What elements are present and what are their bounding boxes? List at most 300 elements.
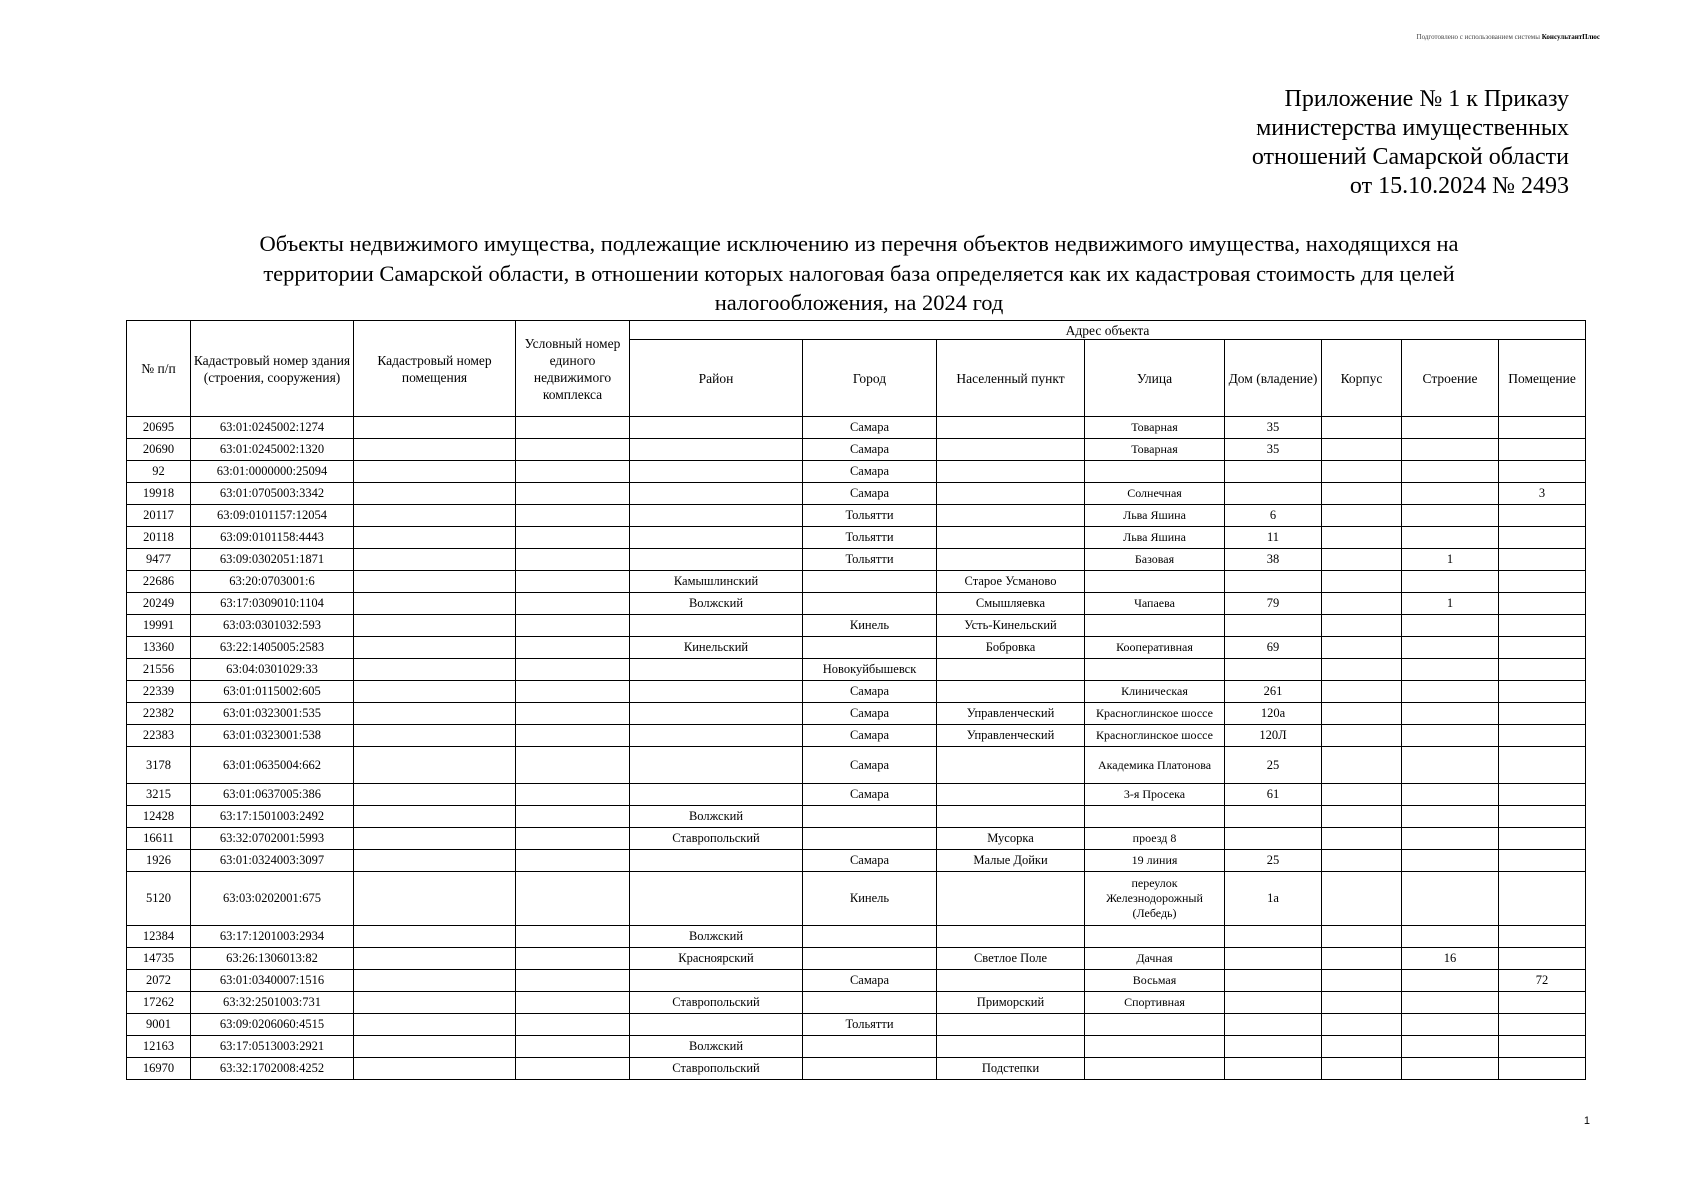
cell-settlement bbox=[937, 659, 1085, 681]
cell-city: Самара bbox=[803, 483, 937, 505]
cell-complex bbox=[516, 725, 630, 747]
cell-city: Самара bbox=[803, 725, 937, 747]
cell-building: 63:03:0202001:675 bbox=[191, 872, 354, 926]
cell-num: 22383 bbox=[127, 725, 191, 747]
table-row bbox=[127, 659, 1586, 681]
cell-house: 120Л bbox=[1225, 725, 1322, 747]
cell-complex bbox=[516, 615, 630, 637]
cell-structure: 16 bbox=[1402, 948, 1499, 970]
cell-korpus bbox=[1322, 615, 1402, 637]
cell-room bbox=[1499, 703, 1586, 725]
table-row bbox=[127, 527, 1586, 549]
cell-street bbox=[1085, 1036, 1225, 1058]
cell-complex bbox=[516, 1058, 630, 1080]
cell-premises bbox=[354, 872, 516, 926]
table-row bbox=[127, 747, 1586, 784]
table-row bbox=[127, 593, 1586, 615]
header-complex-number: Условный номер единого недвижимого комплекса bbox=[516, 321, 630, 417]
cell-street bbox=[1085, 926, 1225, 948]
cell-building: 63:01:0323001:538 bbox=[191, 725, 354, 747]
cell-structure bbox=[1402, 806, 1499, 828]
cell-complex bbox=[516, 828, 630, 850]
cell-korpus bbox=[1322, 703, 1402, 725]
cell-room bbox=[1499, 992, 1586, 1014]
cell-settlement: Смышляевка bbox=[937, 593, 1085, 615]
cell-street bbox=[1085, 571, 1225, 593]
cell-complex bbox=[516, 461, 630, 483]
cell-settlement bbox=[937, 483, 1085, 505]
cell-structure bbox=[1402, 850, 1499, 872]
cell-building: 63:17:1501003:2492 bbox=[191, 806, 354, 828]
cell-premises bbox=[354, 615, 516, 637]
table-row bbox=[127, 725, 1586, 747]
cell-complex bbox=[516, 527, 630, 549]
cell-korpus bbox=[1322, 828, 1402, 850]
cell-building: 63:01:0637005:386 bbox=[191, 784, 354, 806]
cell-district bbox=[630, 703, 803, 725]
cell-structure: 1 bbox=[1402, 593, 1499, 615]
cell-complex bbox=[516, 549, 630, 571]
cell-structure bbox=[1402, 725, 1499, 747]
cell-house bbox=[1225, 659, 1322, 681]
cell-house bbox=[1225, 461, 1322, 483]
cell-building: 63:01:0340007:1516 bbox=[191, 970, 354, 992]
cell-settlement bbox=[937, 872, 1085, 926]
cell-house: 79 bbox=[1225, 593, 1322, 615]
cell-district: Волжский bbox=[630, 926, 803, 948]
cell-premises bbox=[354, 784, 516, 806]
table-row bbox=[127, 1014, 1586, 1036]
cell-city bbox=[803, 828, 937, 850]
cell-num: 3178 bbox=[127, 747, 191, 784]
cell-num: 19918 bbox=[127, 483, 191, 505]
cell-korpus bbox=[1322, 527, 1402, 549]
cell-room bbox=[1499, 593, 1586, 615]
header-num: № п/п bbox=[127, 321, 191, 417]
cell-room bbox=[1499, 571, 1586, 593]
cell-korpus bbox=[1322, 681, 1402, 703]
cell-city: Тольятти bbox=[803, 527, 937, 549]
cell-house bbox=[1225, 948, 1322, 970]
cell-district bbox=[630, 461, 803, 483]
cell-structure bbox=[1402, 483, 1499, 505]
cell-num: 12163 bbox=[127, 1036, 191, 1058]
cell-premises bbox=[354, 703, 516, 725]
cell-complex bbox=[516, 784, 630, 806]
cell-room bbox=[1499, 681, 1586, 703]
cell-street bbox=[1085, 461, 1225, 483]
cell-complex bbox=[516, 926, 630, 948]
cell-street bbox=[1085, 659, 1225, 681]
cell-building: 63:17:0513003:2921 bbox=[191, 1036, 354, 1058]
cell-settlement: Управленческий bbox=[937, 725, 1085, 747]
cell-structure bbox=[1402, 1014, 1499, 1036]
cell-premises bbox=[354, 747, 516, 784]
cell-num: 16611 bbox=[127, 828, 191, 850]
cell-settlement bbox=[937, 806, 1085, 828]
cell-room bbox=[1499, 1058, 1586, 1080]
cell-house bbox=[1225, 615, 1322, 637]
cell-city bbox=[803, 1036, 937, 1058]
cell-settlement bbox=[937, 505, 1085, 527]
cell-complex bbox=[516, 659, 630, 681]
cell-room bbox=[1499, 549, 1586, 571]
cell-district bbox=[630, 659, 803, 681]
cell-korpus bbox=[1322, 571, 1402, 593]
cell-complex bbox=[516, 637, 630, 659]
cell-building: 63:26:1306013:82 bbox=[191, 948, 354, 970]
cell-korpus bbox=[1322, 505, 1402, 527]
cell-settlement: Бобровка bbox=[937, 637, 1085, 659]
cell-korpus bbox=[1322, 659, 1402, 681]
cell-premises bbox=[354, 828, 516, 850]
cell-complex bbox=[516, 681, 630, 703]
cell-room bbox=[1499, 784, 1586, 806]
cell-city: Самара bbox=[803, 747, 937, 784]
cell-building: 63:01:0635004:662 bbox=[191, 747, 354, 784]
header-house: Дом (владение) bbox=[1225, 340, 1322, 417]
cell-premises bbox=[354, 970, 516, 992]
cell-building: 63:20:0703001:6 bbox=[191, 571, 354, 593]
cell-room bbox=[1499, 659, 1586, 681]
cell-district bbox=[630, 615, 803, 637]
appendix-header bbox=[1252, 85, 1569, 201]
cell-structure bbox=[1402, 637, 1499, 659]
cell-premises bbox=[354, 1014, 516, 1036]
watermark-brand: КонсультантПлюс bbox=[1541, 33, 1600, 41]
cell-street: Базовая bbox=[1085, 549, 1225, 571]
cell-street: Клиническая bbox=[1085, 681, 1225, 703]
cell-house bbox=[1225, 571, 1322, 593]
cell-street: Восьмая bbox=[1085, 970, 1225, 992]
table-row bbox=[127, 992, 1586, 1014]
cell-num: 5120 bbox=[127, 872, 191, 926]
cell-structure bbox=[1402, 615, 1499, 637]
title-line-3: налогообложения, на 2024 год bbox=[714, 290, 1004, 315]
cell-district bbox=[630, 505, 803, 527]
cell-premises bbox=[354, 659, 516, 681]
cell-complex bbox=[516, 992, 630, 1014]
cell-structure bbox=[1402, 681, 1499, 703]
cell-korpus bbox=[1322, 806, 1402, 828]
cell-building: 63:09:0101158:4443 bbox=[191, 527, 354, 549]
cell-settlement bbox=[937, 926, 1085, 948]
table-row bbox=[127, 806, 1586, 828]
cell-structure bbox=[1402, 439, 1499, 461]
cell-settlement: Подстепки bbox=[937, 1058, 1085, 1080]
cell-house bbox=[1225, 992, 1322, 1014]
cell-settlement bbox=[937, 970, 1085, 992]
cell-house bbox=[1225, 828, 1322, 850]
cell-premises bbox=[354, 461, 516, 483]
appendix-line-4: от 15.10.2024 № 2493 bbox=[1349, 173, 1569, 199]
table-row bbox=[127, 439, 1586, 461]
cell-building: 63:22:1405005:2583 bbox=[191, 637, 354, 659]
cell-district bbox=[630, 681, 803, 703]
cell-premises bbox=[354, 992, 516, 1014]
cell-building: 63:09:0101157:12054 bbox=[191, 505, 354, 527]
cell-city: Самара bbox=[803, 850, 937, 872]
cell-num: 12384 bbox=[127, 926, 191, 948]
cell-street: проезд 8 bbox=[1085, 828, 1225, 850]
cell-premises bbox=[354, 571, 516, 593]
cell-complex bbox=[516, 593, 630, 615]
table-row bbox=[127, 615, 1586, 637]
cell-korpus bbox=[1322, 850, 1402, 872]
header-korpus: Корпус bbox=[1322, 340, 1402, 417]
cell-complex bbox=[516, 417, 630, 439]
cell-street: 3-я Просека bbox=[1085, 784, 1225, 806]
cell-house: 25 bbox=[1225, 747, 1322, 784]
cell-structure: 1 bbox=[1402, 549, 1499, 571]
cell-structure bbox=[1402, 1058, 1499, 1080]
cell-num: 19991 bbox=[127, 615, 191, 637]
cell-city: Самара bbox=[803, 784, 937, 806]
cell-house bbox=[1225, 483, 1322, 505]
table-row bbox=[127, 850, 1586, 872]
cell-num: 12428 bbox=[127, 806, 191, 828]
table-row bbox=[127, 703, 1586, 725]
cell-house: 61 bbox=[1225, 784, 1322, 806]
cell-district: Ставропольский bbox=[630, 828, 803, 850]
cell-street: Льва Яшина bbox=[1085, 505, 1225, 527]
cell-num: 20249 bbox=[127, 593, 191, 615]
cell-district: Камышлинский bbox=[630, 571, 803, 593]
cell-district bbox=[630, 747, 803, 784]
cell-complex bbox=[516, 850, 630, 872]
cell-building: 63:01:0324003:3097 bbox=[191, 850, 354, 872]
cell-city: Кинель bbox=[803, 615, 937, 637]
cell-num: 16970 bbox=[127, 1058, 191, 1080]
cell-district: Волжский bbox=[630, 806, 803, 828]
cell-num: 22382 bbox=[127, 703, 191, 725]
cell-street: Солнечная bbox=[1085, 483, 1225, 505]
cell-structure bbox=[1402, 417, 1499, 439]
header-district: Район bbox=[630, 340, 803, 417]
cell-house: 1а bbox=[1225, 872, 1322, 926]
cell-structure bbox=[1402, 992, 1499, 1014]
header-premises-cadastral: Кадастровый номер помещения bbox=[354, 321, 516, 417]
consultant-watermark bbox=[1417, 33, 1600, 41]
cell-house bbox=[1225, 1014, 1322, 1036]
header-building-cadastral: Кадастровый номер здания (строения, сооружения) bbox=[191, 321, 354, 417]
watermark-prefix: Подготовлено с использованием системы bbox=[1416, 33, 1540, 41]
cell-room: 72 bbox=[1499, 970, 1586, 992]
cell-korpus bbox=[1322, 1014, 1402, 1036]
cell-structure bbox=[1402, 828, 1499, 850]
title-line-2: территории Самарской области, в отношении которых налоговая база определяется как их кадастровая стоимость для целей bbox=[263, 260, 1455, 286]
cell-premises bbox=[354, 417, 516, 439]
cell-room bbox=[1499, 725, 1586, 747]
cell-num: 20695 bbox=[127, 417, 191, 439]
cell-structure bbox=[1402, 659, 1499, 681]
cell-korpus bbox=[1322, 970, 1402, 992]
cell-num: 21556 bbox=[127, 659, 191, 681]
cell-district: Волжский bbox=[630, 1036, 803, 1058]
cell-building: 63:01:0245002:1274 bbox=[191, 417, 354, 439]
cell-city: Кинель bbox=[803, 872, 937, 926]
table-row bbox=[127, 483, 1586, 505]
cell-room: 3 bbox=[1499, 483, 1586, 505]
cell-structure bbox=[1402, 1036, 1499, 1058]
title-line-1: Объекты недвижимого имущества, подлежащие исключению из перечня объектов недвижимого имущества, находящихся на bbox=[259, 231, 1459, 256]
cell-num: 2072 bbox=[127, 970, 191, 992]
cell-building: 63:01:0323001:535 bbox=[191, 703, 354, 725]
appendix-line-2: министерства имущественных bbox=[1256, 115, 1569, 141]
cell-room bbox=[1499, 1036, 1586, 1058]
cell-settlement bbox=[937, 747, 1085, 784]
cell-street: Товарная bbox=[1085, 417, 1225, 439]
cell-house: 35 bbox=[1225, 417, 1322, 439]
cell-premises bbox=[354, 948, 516, 970]
cell-city: Новокуйбышевск bbox=[803, 659, 937, 681]
cell-premises bbox=[354, 637, 516, 659]
cell-building: 63:01:0115002:605 bbox=[191, 681, 354, 703]
cell-room bbox=[1499, 747, 1586, 784]
cell-korpus bbox=[1322, 926, 1402, 948]
cell-structure bbox=[1402, 926, 1499, 948]
cell-room bbox=[1499, 527, 1586, 549]
table-row bbox=[127, 549, 1586, 571]
cell-room bbox=[1499, 505, 1586, 527]
table-row bbox=[127, 571, 1586, 593]
cell-street: Чапаева bbox=[1085, 593, 1225, 615]
cell-building: 63:09:0302051:1871 bbox=[191, 549, 354, 571]
cell-korpus bbox=[1322, 992, 1402, 1014]
cell-settlement: Мусорка bbox=[937, 828, 1085, 850]
cell-settlement: Малые Дойки bbox=[937, 850, 1085, 872]
cell-street bbox=[1085, 1014, 1225, 1036]
cell-premises bbox=[354, 725, 516, 747]
table-row bbox=[127, 505, 1586, 527]
cell-room bbox=[1499, 417, 1586, 439]
cell-korpus bbox=[1322, 872, 1402, 926]
cell-num: 1926 bbox=[127, 850, 191, 872]
cell-settlement bbox=[937, 1036, 1085, 1058]
cell-house bbox=[1225, 806, 1322, 828]
cell-settlement bbox=[937, 439, 1085, 461]
cell-city bbox=[803, 637, 937, 659]
cell-house bbox=[1225, 970, 1322, 992]
cell-house: 6 bbox=[1225, 505, 1322, 527]
cell-korpus bbox=[1322, 1036, 1402, 1058]
cell-settlement bbox=[937, 784, 1085, 806]
cell-korpus bbox=[1322, 725, 1402, 747]
cell-house: 11 bbox=[1225, 527, 1322, 549]
cell-district bbox=[630, 725, 803, 747]
cell-complex bbox=[516, 747, 630, 784]
cell-city bbox=[803, 926, 937, 948]
cell-structure bbox=[1402, 571, 1499, 593]
cell-structure bbox=[1402, 505, 1499, 527]
cell-premises bbox=[354, 850, 516, 872]
table-row bbox=[127, 970, 1586, 992]
cell-num: 92 bbox=[127, 461, 191, 483]
cell-street: Академика Платонова bbox=[1085, 747, 1225, 784]
cell-korpus bbox=[1322, 593, 1402, 615]
cell-complex bbox=[516, 703, 630, 725]
cell-city: Тольятти bbox=[803, 1014, 937, 1036]
property-table bbox=[126, 320, 1586, 1080]
cell-premises bbox=[354, 926, 516, 948]
cell-street: Льва Яшина bbox=[1085, 527, 1225, 549]
cell-korpus bbox=[1322, 637, 1402, 659]
cell-korpus bbox=[1322, 483, 1402, 505]
cell-structure bbox=[1402, 970, 1499, 992]
cell-settlement bbox=[937, 527, 1085, 549]
cell-structure bbox=[1402, 872, 1499, 926]
cell-num: 17262 bbox=[127, 992, 191, 1014]
table-row bbox=[127, 784, 1586, 806]
cell-room bbox=[1499, 439, 1586, 461]
cell-district bbox=[630, 970, 803, 992]
table-row bbox=[127, 828, 1586, 850]
cell-city bbox=[803, 806, 937, 828]
cell-street: 19 линия bbox=[1085, 850, 1225, 872]
cell-city bbox=[803, 1058, 937, 1080]
cell-city: Самара bbox=[803, 681, 937, 703]
cell-house bbox=[1225, 1058, 1322, 1080]
cell-room bbox=[1499, 615, 1586, 637]
cell-city bbox=[803, 992, 937, 1014]
appendix-line-1: Приложение № 1 к Приказу bbox=[1284, 86, 1569, 112]
cell-house: 69 bbox=[1225, 637, 1322, 659]
header-structure: Строение bbox=[1402, 340, 1499, 417]
cell-premises bbox=[354, 505, 516, 527]
cell-complex bbox=[516, 505, 630, 527]
cell-complex bbox=[516, 872, 630, 926]
cell-room bbox=[1499, 461, 1586, 483]
cell-complex bbox=[516, 970, 630, 992]
cell-complex bbox=[516, 439, 630, 461]
cell-premises bbox=[354, 527, 516, 549]
table-row bbox=[127, 872, 1586, 926]
cell-settlement bbox=[937, 417, 1085, 439]
page-number: 1 bbox=[1583, 1115, 1590, 1127]
cell-num: 20690 bbox=[127, 439, 191, 461]
cell-district: Волжский bbox=[630, 593, 803, 615]
cell-house: 35 bbox=[1225, 439, 1322, 461]
cell-district bbox=[630, 1014, 803, 1036]
cell-street: Спортивная bbox=[1085, 992, 1225, 1014]
cell-district: Красноярский bbox=[630, 948, 803, 970]
cell-settlement bbox=[937, 681, 1085, 703]
cell-district bbox=[630, 483, 803, 505]
cell-settlement: Усть-Кинельский bbox=[937, 615, 1085, 637]
cell-structure bbox=[1402, 527, 1499, 549]
cell-room bbox=[1499, 872, 1586, 926]
cell-district bbox=[630, 527, 803, 549]
document-title bbox=[130, 229, 1588, 318]
cell-city: Самара bbox=[803, 439, 937, 461]
header-street: Улица bbox=[1085, 340, 1225, 417]
table-row bbox=[127, 948, 1586, 970]
cell-num: 9001 bbox=[127, 1014, 191, 1036]
cell-house: 38 bbox=[1225, 549, 1322, 571]
cell-house: 261 bbox=[1225, 681, 1322, 703]
cell-korpus bbox=[1322, 549, 1402, 571]
table-body bbox=[127, 417, 1586, 1080]
cell-premises bbox=[354, 593, 516, 615]
cell-building: 63:04:0301029:33 bbox=[191, 659, 354, 681]
cell-district bbox=[630, 784, 803, 806]
cell-korpus bbox=[1322, 461, 1402, 483]
cell-premises bbox=[354, 681, 516, 703]
cell-city: Самара bbox=[803, 461, 937, 483]
cell-premises bbox=[354, 1058, 516, 1080]
cell-street: Красноглинское шоссе bbox=[1085, 725, 1225, 747]
cell-room bbox=[1499, 637, 1586, 659]
